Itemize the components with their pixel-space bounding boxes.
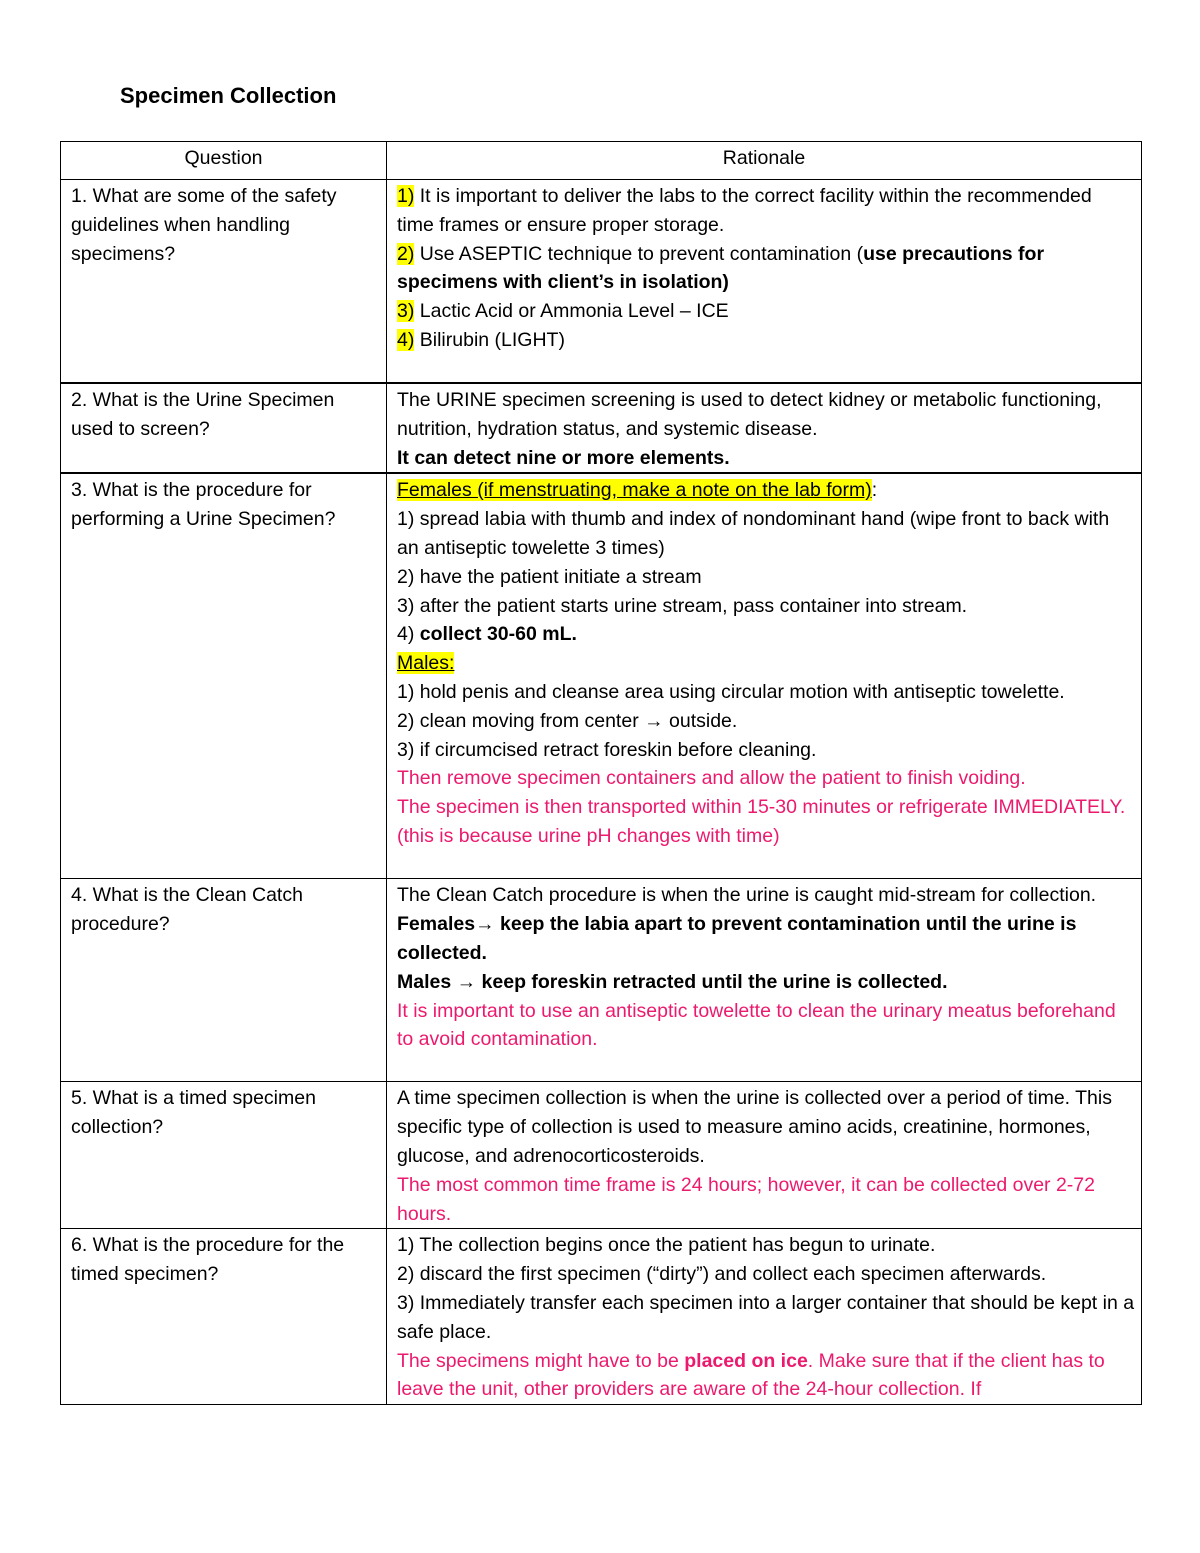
question-cell: 6. What is the procedure for the timed specimen?	[61, 1229, 387, 1405]
header-rationale: Rationale	[387, 142, 1142, 180]
table-row	[61, 1229, 1142, 1405]
table-row	[61, 879, 1142, 1082]
arrow-right-icon: →	[456, 970, 477, 993]
table-row	[61, 383, 1142, 473]
males-heading: Males:	[397, 652, 455, 675]
table-row	[61, 1082, 1142, 1229]
rationale-cell: Females (if menstruating, make a note on the lab form): 1) spread labia with thumb and index of nondominant hand (wipe front to back with an antiseptic towelette 3 times) 2) have the patient initiate a stream 3) after the patient starts urine stream, pass container into stream. 4) collect 30-60 mL. Males: 1) hold penis and cleanse area using circular motion with antiseptic towelette. 2) clean moving from center → outside. 3) if circumcised retract foreskin before cleaning. Then remove specimen containers and allow the patient to finish voiding. The specimen is then transported within 15-30 minutes or refrigerate IMMEDIATELY. (this is because urine pH changes with time)	[387, 473, 1142, 879]
table-row	[61, 473, 1142, 879]
question-cell: 2. What is the Urine Specimen used to screen?	[61, 383, 387, 473]
table-row	[61, 180, 1142, 384]
rationale-cell: 1) The collection begins once the patient has begun to urinate. 2) discard the first specimen (“dirty”) and collect each specimen afterwards. 3) Immediately transfer each specimen into a larger container that should be kept in a safe place. The specimens might have to be placed on ice. Make sure that if the client has to leave the unit, other providers are aware of the 24-hour collection. If	[387, 1229, 1142, 1405]
qa-table	[60, 141, 1142, 1405]
rationale-cell: The URINE specimen screening is used to detect kidney or metabolic functioning, nutrition, hydration status, and systemic disease. It can detect nine or more elements.	[387, 383, 1142, 473]
rationale-cell: A time specimen collection is when the urine is collected over a period of time. This specific type of collection is used to measure amino acids, creatinine, hormones, glucose, and adrenocorticosteroids. The most common time frame is 24 hours; however, it can be collected over 2-72 hours.	[387, 1082, 1142, 1229]
arrow-right-icon: →	[644, 709, 664, 732]
question-cell: 4. What is the Clean Catch procedure?	[61, 879, 387, 1082]
rationale-cell: 1) It is important to deliver the labs to the correct facility within the recommended time frames or ensure proper storage. 2) Use ASEPTIC technique to prevent contamination (use precautions for specimens with client’s in isolation) 3) Lactic Acid or Ammonia Level – ICE 4) Bilirubin (LIGHT)	[387, 180, 1142, 384]
arrow-right-icon: →	[475, 913, 495, 936]
table-header-row	[61, 142, 1142, 180]
question-cell: 1. What are some of the safety guidelines when handling specimens?	[61, 180, 387, 384]
females-heading: Females (if menstruating, make a note on the lab form)	[397, 479, 872, 502]
rationale-cell: The Clean Catch procedure is when the urine is caught mid-stream for collection. Females→ keep the labia apart to prevent contamination until the urine is collected. Males → keep foreskin retracted until the urine is collected. It is important to use an antiseptic towelette to clean the urinary meatus beforehand to avoid contamination.	[387, 879, 1142, 1082]
page-title: Specimen Collection	[120, 83, 337, 108]
question-cell: 3. What is the procedure for performing a Urine Specimen?	[61, 473, 387, 879]
question-cell: 5. What is a timed specimen collection?	[61, 1082, 387, 1229]
header-question: Question	[61, 142, 387, 180]
